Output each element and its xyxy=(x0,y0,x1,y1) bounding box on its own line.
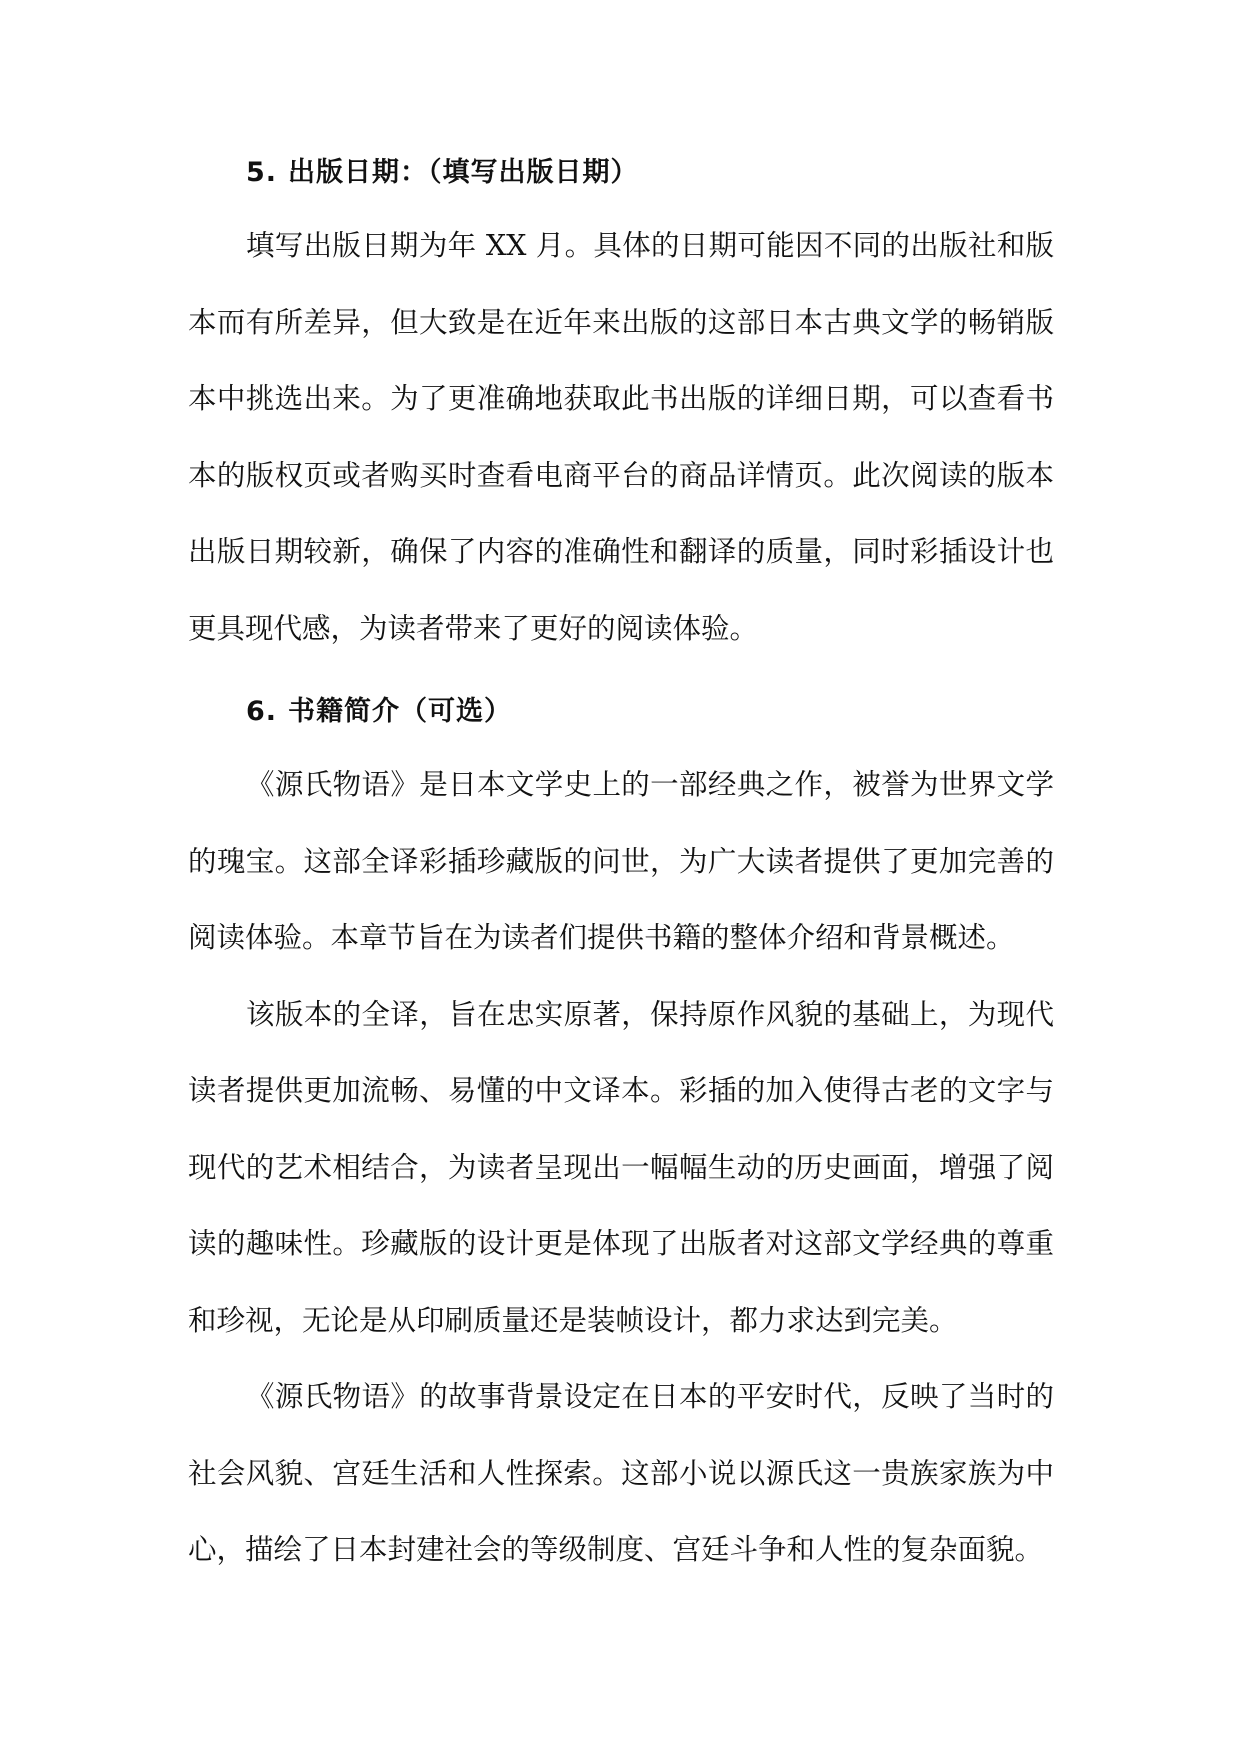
spacer xyxy=(188,667,1054,677)
section-6-paragraph-3: 《源氏物语》的故事背景设定在日本的平安时代，反映了当时的社会风貌、宫廷生活和人性探索。这部小说以源氏这一贵族家族为中心，描绘了日本封建社会的等级制度、宫廷斗争和人性的复杂面貌。 xyxy=(188,1380,1054,1566)
section-5-paragraph: 填写出版日期为年 XX 月。具体的日期可能因不同的出版社和版本而有所差异，但大致是在近年来出版的这部日本古典文学的畅销版本中挑选出来。为了更准确地获取此书出版的详细日期，可以查看书本的版权页或者购买时查看电商平台的商品详情页。此次阅读的版本出版日期较新，确保了内容的准确性和翻译的质量，同时彩插设计也更具现代感，为读者带来了更好的阅读体验。 xyxy=(188,229,1054,645)
section-6-number: 6. xyxy=(246,696,278,727)
section-6-title: 书籍简介（可选） xyxy=(288,696,512,727)
section-5-heading xyxy=(188,138,1054,208)
section-6-paragraph-1: 《源氏物语》是日本文学史上的一部经典之作，被誉为世界文学的瑰宝。这部全译彩插珍藏版的问世，为广大读者提供了更加完善的阅读体验。本章节旨在为读者们提供书籍的整体介绍和背景概述。 xyxy=(188,768,1054,954)
section-5-number: 5. xyxy=(246,157,278,188)
page-content xyxy=(188,138,1054,1589)
section-5-title: 出版日期：（填写出版日期） xyxy=(288,157,639,188)
section-6-heading xyxy=(188,677,1054,747)
section-6-paragraph-2: 该版本的全译，旨在忠实原著，保持原作风貌的基础上，为现代读者提供更加流畅、易懂的中文译本。彩插的加入使得古老的文字与现代的艺术相结合，为读者呈现出一幅幅生动的历史画面，增强了阅读的趣味性。珍藏版的设计更是体现了出版者对这部文学经典的尊重和珍视，无论是从印刷质量还是装帧设计，都力求达到完美。 xyxy=(188,997,1054,1337)
